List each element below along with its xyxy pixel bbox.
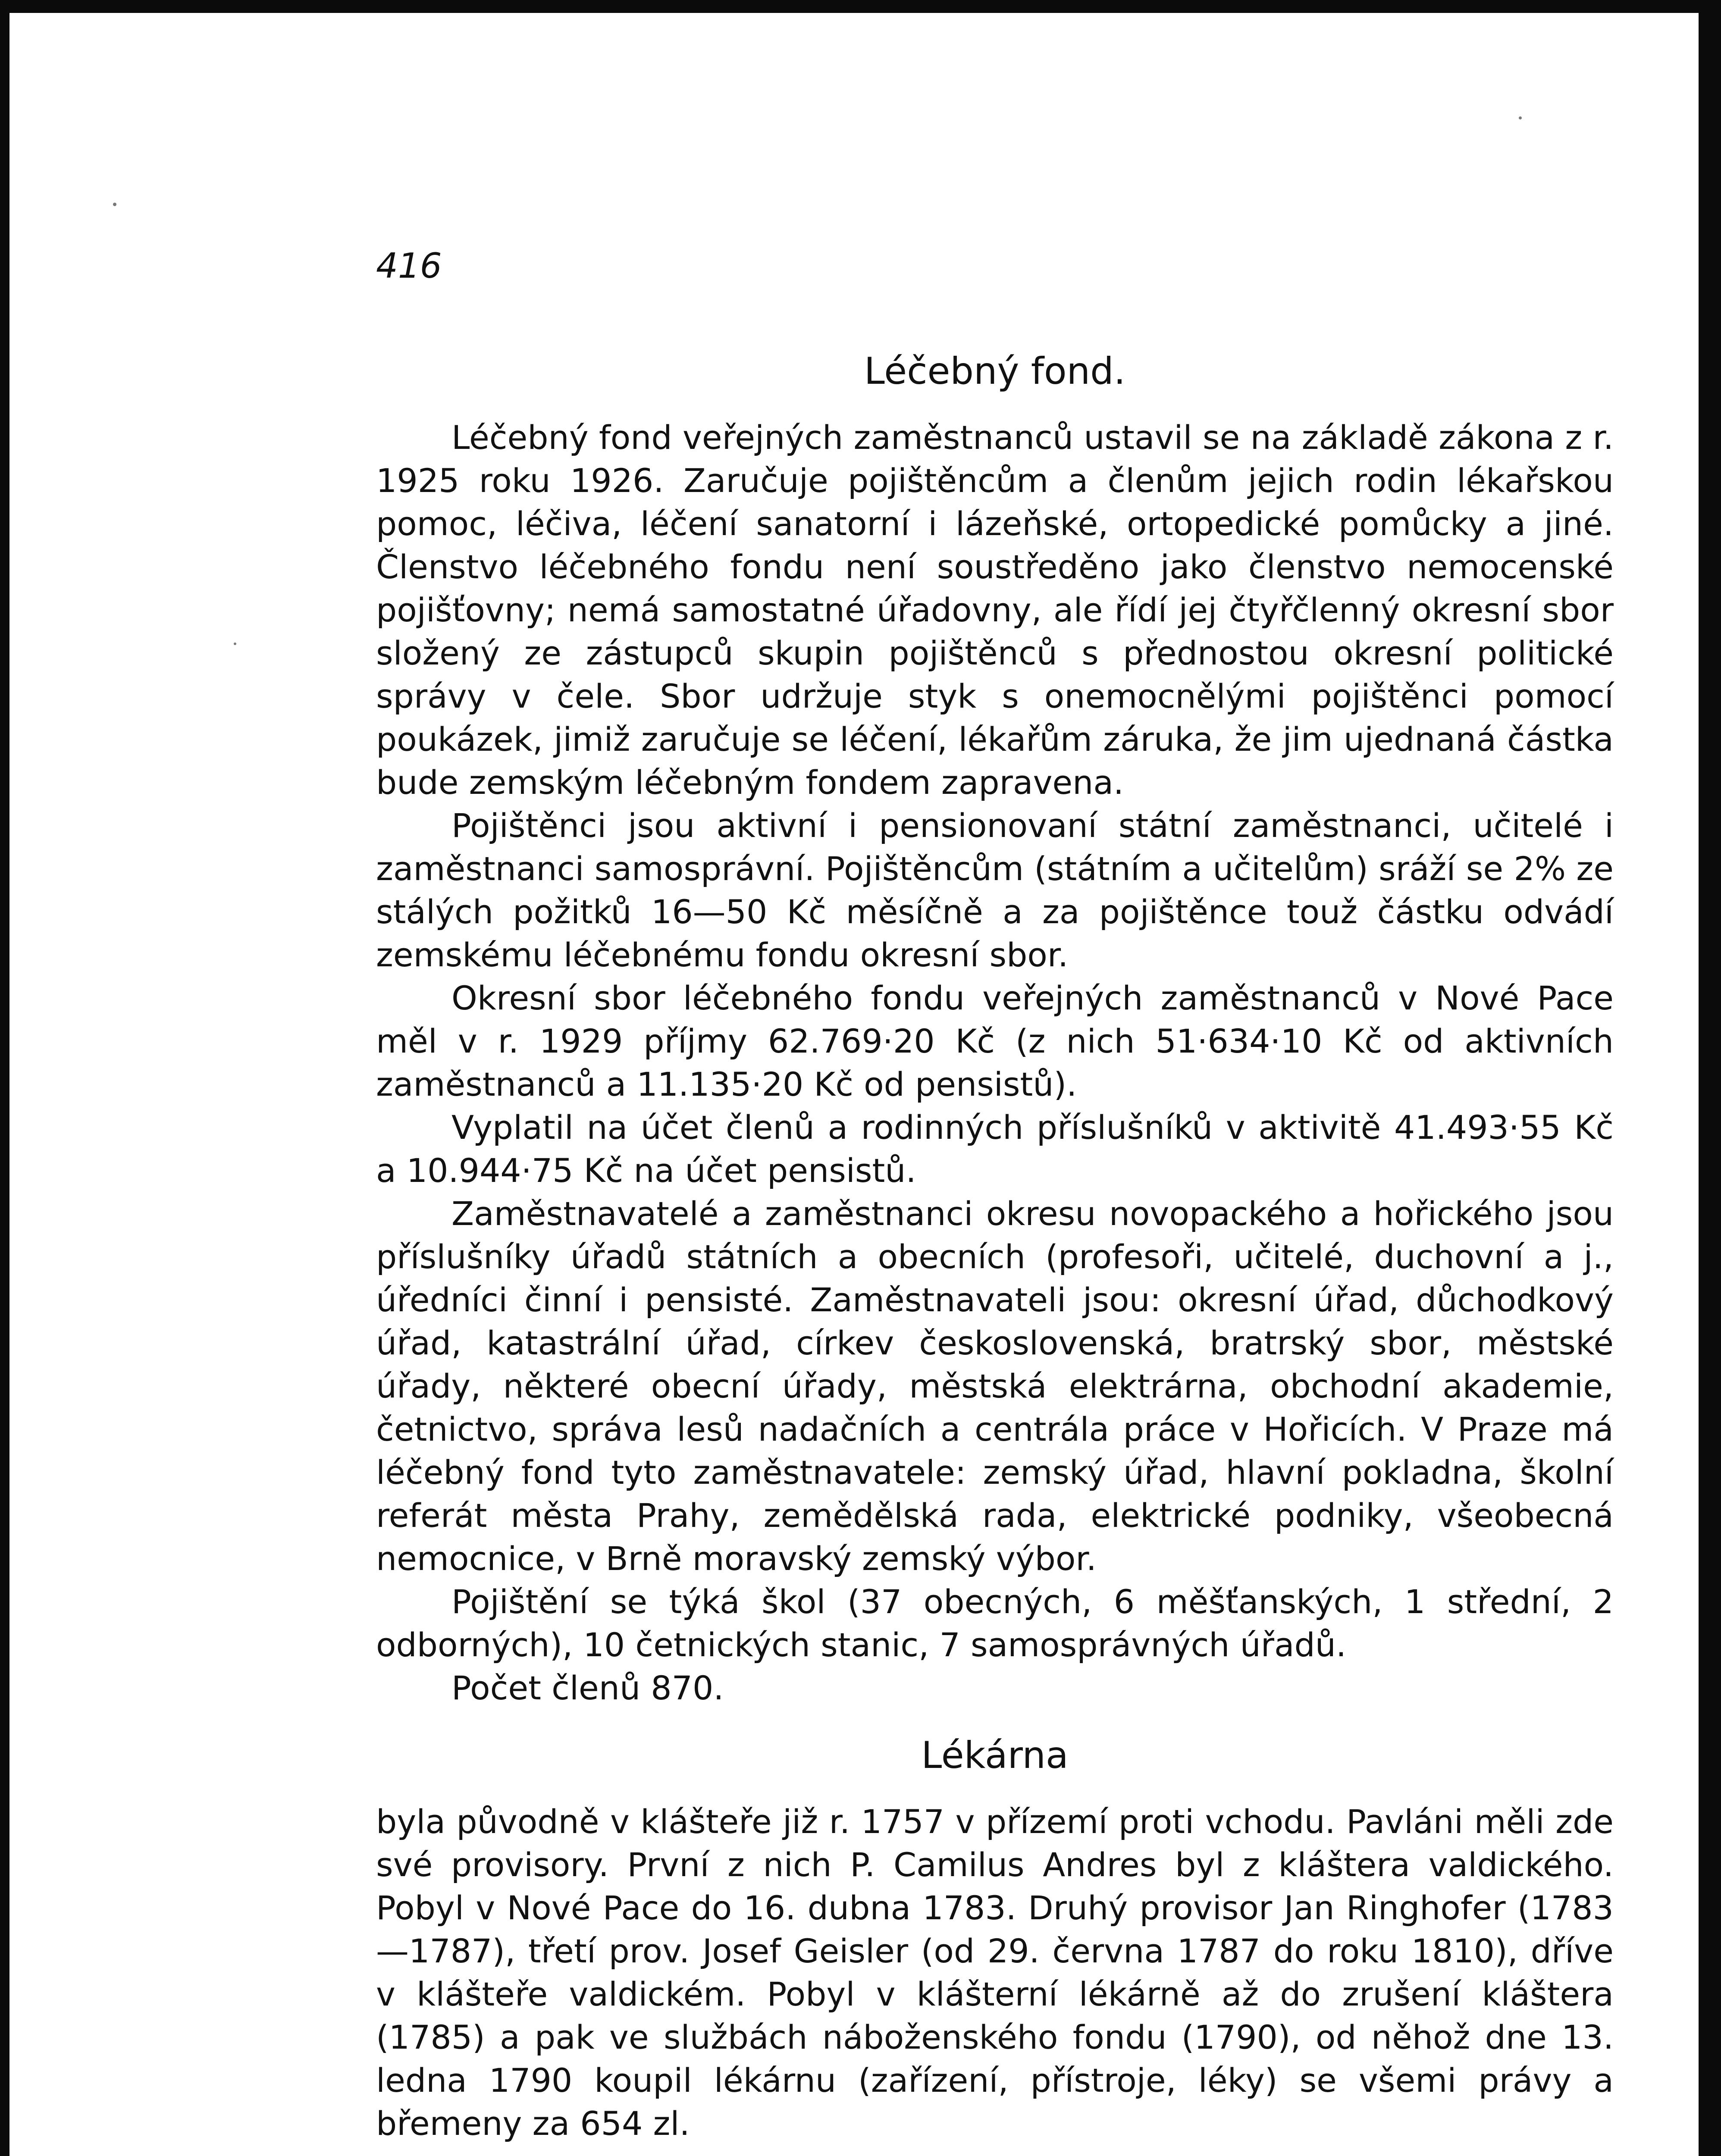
paragraph: Pojištěnci jsou aktivní i pensionovaní státní zaměstnanci, učitelé i zaměstnanci samosprávní. Pojištěncům (státním a učitelům) sráží se 2% ze stálých požitků 16—50 Kč měsíčně a za pojištěnce touž částku odvádí zemskému léčebnému fondu okresní sbor. (376, 806, 1614, 975)
section-heading: Lékárna (921, 1734, 1069, 1777)
section-lekarna (376, 1733, 1614, 2145)
paragraph: Vyplatil na účet členů a rodinných příslušníků v aktivitě 41.493·55 Kč a 10.944·75 Kč na účet pensistů. (376, 1108, 1614, 1190)
paragraph: Léčebný fond veřejných zaměstnanců ustavil se na základě zákona z r. 1925 roku 1926. Zaručuje pojištěncům a členům jejich rodin lékařskou pomoc, léčiva, léčení sanatorní i lázeňské, ortopedické pomůcky a jiné. Členstvo léčebného fondu není soustředěno jako členstvo nemocenské pojišťovny; nemá samostatné úřadovny, ale řídí jej čtyřčlenný okresní sbor složený ze zástupců skupin pojištěnců s přednostou okresní politické správy v čele. Sbor udržuje styk s onemocnělými pojištěnci pomocí poukázek, jimiž zaručuje se léčení, lékařům záruka, že jim ujednaná částka bude zemským léčebným fondem zapravena. (376, 418, 1614, 802)
paragraph: Pojištění se týká škol (37 obecných, 6 měšťanských, 1 střední, 2 odborných), 10 četnických stanic, 7 samosprávných úřadů. (376, 1583, 1614, 1664)
scanned-page (9, 13, 1699, 2156)
dust-speck (234, 642, 236, 645)
paragraph: Zaměstnavatelé a zaměstnanci okresu novopackého a hořického jsou příslušníky úřadů státních a obecních (profesoři, učitelé, duchovní a j., úředníci činní i pensisté. Zaměstnavateli jsou: okresní úřad, důchodkový úřad, katastrální úřad, církev československá, bratrský sbor, městské úřady, některé obecní úřady, městská elektrárna, obchodní akademie, četnictvo, správa lesů nadačních a centrála práce v Hořicích. V Praze má léčebný fond tyto zaměstnavatele: zemský úřad, hlavní pokladna, školní referát města Prahy, zemědělská rada, elektrické podniky, všeobecná nemocnice, v Brně moravský zemský výbor. (376, 1194, 1614, 1578)
dust-speck (1519, 116, 1522, 119)
section-heading: Léčebný fond. (864, 350, 1126, 393)
page-number: 416 (376, 246, 442, 286)
paragraph: Okresní sbor léčebného fondu veřejných zaměstnanců v Nové Pace měl v r. 1929 příjmy 62.769·20 Kč (z nich 51·634·10 Kč od aktivních zaměstnanců a 11.135·20 Kč od pensistů). (376, 979, 1614, 1104)
paragraph: Počet členů 870. (451, 1669, 724, 1708)
section-lecebny-fond (376, 349, 1614, 1710)
paragraph: byla původně v klášteře již r. 1757 v přízemí proti vchodu. Pavláni měli zde své provisory. První z nich P. Camilus Andres byl z kláštera valdického. Pobyl v Nové Pace do 16. dubna 1783. Druhý provisor Jan Ringhofer (1783—1787), třetí prov. Josef Geisler (od 29. června 1787 do roku 1810), dříve v klášteře valdickém. Pobyl v klášterní lékárně až do zrušení kláštera (1785) a pak ve službách náboženského fondu (1790), od něhož dne 13. ledna 1790 koupil lékárnu (zařízení, přístroje, léky) se všemi právy a břemeny za 654 zl. (376, 1802, 1614, 2143)
dust-speck (113, 203, 116, 206)
